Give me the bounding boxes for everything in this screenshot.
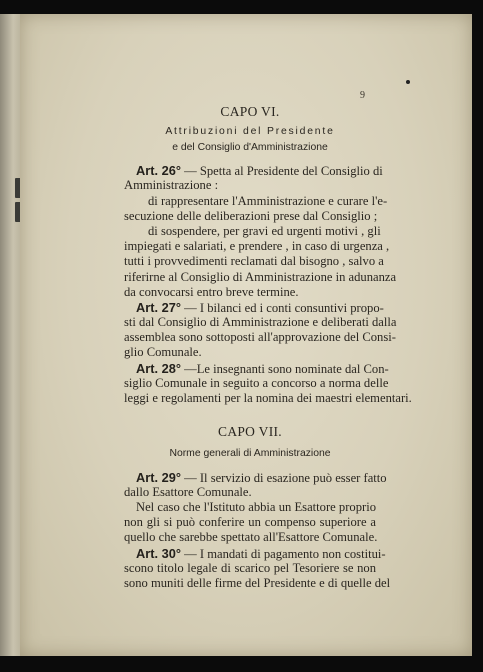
article-28-label: Art. 28°: [136, 361, 181, 376]
article-30-line-1: Art. 30° — I mandati di pagamento non costitui-: [136, 546, 386, 561]
article-28-line-2: siglio Comunale in seguito a concorso a norma delle: [124, 376, 389, 390]
article-30-label: Art. 30°: [136, 546, 181, 561]
article-28-line-1: Art. 28° —Le insegnanti sono nominate dal Con-: [136, 361, 389, 376]
document-page: [20, 14, 472, 656]
article-26-line-1: Art. 26° — Spetta al Presidente del Consiglio di: [136, 163, 383, 178]
left-page-edge: [0, 14, 22, 656]
chapter-subtitle-7: Norme generali di Amministrazione: [169, 448, 331, 459]
article-27-line-4: glio Comunale.: [124, 345, 202, 359]
article-26-line-8: riferirne al Consiglio di Amministrazione in adunanza: [124, 270, 397, 284]
article-26-label: Art. 26°: [136, 163, 181, 178]
chapter-subtitle-6-line-1: Attribuzioni del Presidente: [165, 126, 335, 137]
article-30-line-2: scono titolo legale di scarico pel Tesoriere se non: [124, 561, 376, 575]
article-26-line-9: da convocarsi entro breve termine.: [124, 285, 299, 299]
article-26-line-7: tutti i provvedimenti reclamati dal bisogno , salvo a: [124, 254, 384, 268]
article-27-line-2: sti dal Consiglio di Amministrazione e deliberati dalla: [124, 315, 397, 329]
article-27-line-1: Art. 27° — I bilanci ed i conti consuntivi propo-: [136, 300, 384, 315]
article-26-line-6: impiegati e salariati, e prendere , in caso di urgenza ,: [124, 239, 390, 253]
article-26-line-2: Amministrazione :: [124, 178, 219, 192]
article-29-line-4: non gli si può conferire un compenso superiore a: [124, 515, 376, 529]
article-26-line-5: di sospendere, per gravi ed urgenti motivi , gli: [148, 224, 381, 238]
ink-spot: [406, 80, 410, 84]
chapter-heading-6: CAPO VI.: [220, 104, 280, 119]
chapter-subtitle-6-line-2: e del Consiglio d'Amministrazione: [172, 142, 328, 153]
article-27-label: Art. 27°: [136, 300, 181, 315]
article-29-label: Art. 29°: [136, 470, 181, 485]
article-29-line-1: Art. 29° — Il servizio di esazione può esser fatto: [136, 470, 387, 485]
article-29-line-2: dallo Esattore Comunale.: [124, 485, 252, 499]
article-27-line-3: assemblea sono sottoposti all'approvazione del Consi-: [124, 330, 396, 344]
article-29-line-5: quello che sarebbe spettato all'Esattore Comunale.: [124, 530, 378, 544]
article-26-line-3: di rappresentare l'Amministrazione e curare l'e-: [148, 194, 388, 208]
article-26-line-4: secuzione delle deliberazioni prese dal Consiglio ;: [124, 209, 378, 223]
page-number: 9: [360, 90, 365, 101]
article-28-line-3: leggi e regolamenti per la nomina dei maestri elementari.: [124, 391, 412, 405]
chapter-heading-7: CAPO VII.: [218, 424, 282, 439]
article-29-line-3: Nel caso che l'Istituto abbia un Esattore proprio: [136, 500, 376, 514]
article-30-line-3: sono muniti delle firme del Presidente e di quelle del: [124, 576, 391, 590]
